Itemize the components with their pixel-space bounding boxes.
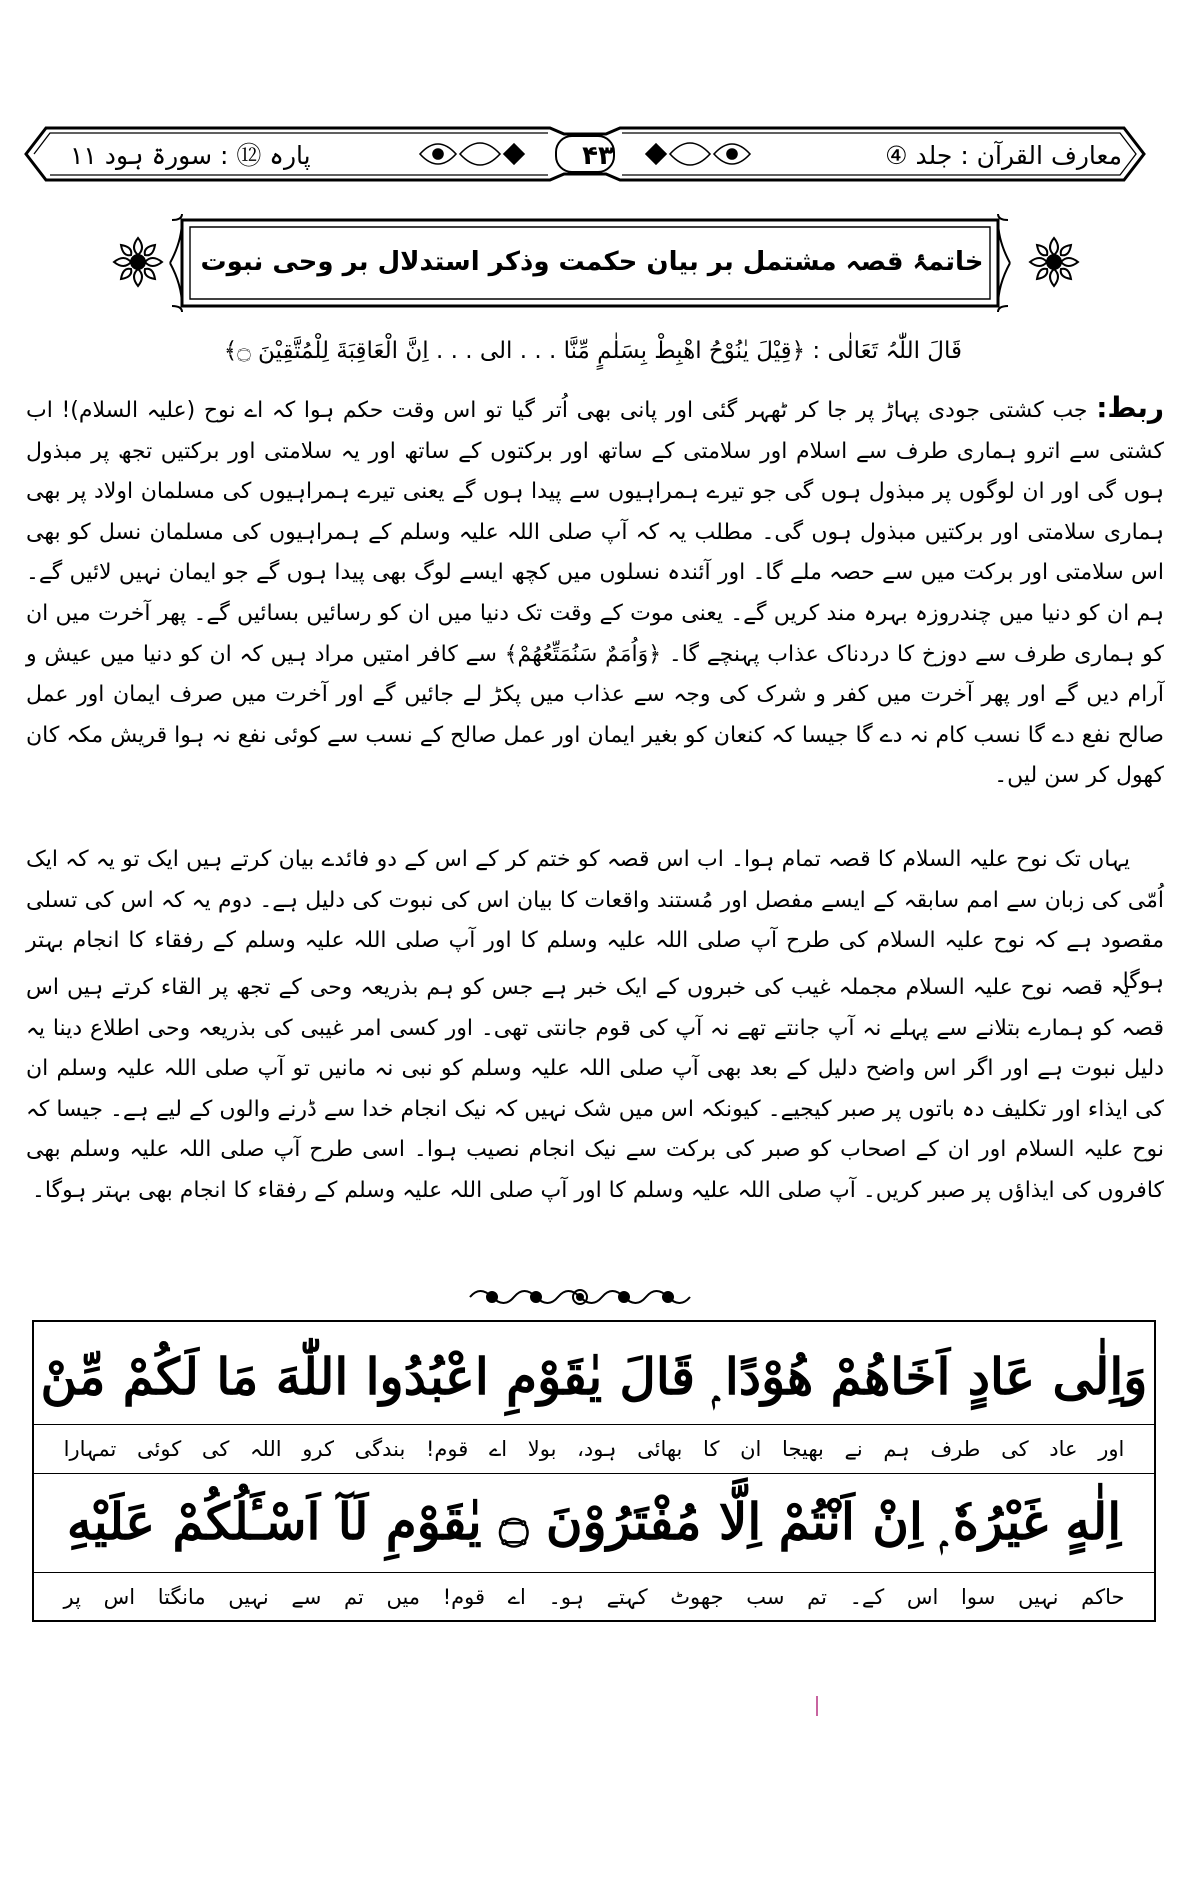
section-divider-ornament [466, 1283, 696, 1311]
section-title: خاتمۂ قصہ مشتمل بر بیان حکمت وذکر استدلال بر وحی نبوت [200, 247, 984, 277]
urdu-translation-line: اور عاد کی طرف ہم نے بھیجا ان کا بھائی ہود، بولا اے قوم! بندگی کرو اللہ کی کوئی تمہارا [34, 1424, 1154, 1474]
quranic-reference: قَالَ اللّٰہُ تَعَالٰی : ﴿قِيْلَ يٰنُوْحُ اهْبِطْ بِسَلٰمٍ مِّنَّا . . . الی . . . اِنَّ الْعَاقِبَةَ لِلْمُتَّقِيْنَ ۝﴾ [223, 338, 962, 364]
scan-mark [816, 1696, 818, 1716]
paragraph-text: جب کشتی جودی پہاڑ پر جا کر ٹھہر گئی اور پانی بھی اُتر گیا تو اس وقت حکم ہوا کہ اے نوح (علیہ السلام)! اب کشتی سے اترو ہماری طرف سے اسلام اور سلامتی کے ساتھ اور برکتوں کے ساتھ اور یہ سلامتی اور برکتیں تجھ پر مبذول ہوں گی اور ان لوگوں پر مبذول ہوں گی جو تیرے ہمراہیوں سے پیدا ہوں گے یعنی تیرے ہمراہیوں کی مسلمان اولاد پر بھی ہماری سلامتی اور برکتیں مبذول ہوں گی۔ مطلب یہ کہ آپ صلی اللہ علیہ وسلم کے ہمراہیوں کی مسلمان نسل کو بھی اس سلامتی اور برکت میں سے حصہ ملے گا۔ اور آئندہ نسلوں میں کچھ ایسے لوگ بھی پیدا ہوں گے جو ایمان نہیں لائیں گے۔ ہم ان کو دنیا میں چندروزہ بہرہ مند کریں گے۔ یعنی موت کے وقت تک دنیا میں ان کو رسائیں بسائیں گے۔ پھر آخرت میں ان کو ہماری طرف سے دوزخ کا دردناک عذاب پہنچے گا۔ ﴿وَاُمَمٌ سَنُمَتِّعُهُمْ﴾ سے کافر امتیں مراد ہیں کہ ان کو دنیا میں عیش و آرام دیں گے اور پھر آخرت میں کفر و شرک کی وجہ سے عذاب میں پکڑ لے جائیں گے اور آخرت میں صرف ایمان اور عمل صالح نفع دے گا نسب کام نہ دے گا جیسا کہ کنعان کو بغیر ایمان اور عمل صالح کے نسب سے کوئی نفع نہ ہوا قریش مکہ کان کھول کر سن لیں۔ [26, 398, 1164, 789]
page-number: ۴۳ [582, 141, 614, 171]
header-ornament-right [646, 143, 750, 165]
urdu-translation-line: حاکم نہیں سوا اس کے۔ تم سب جھوٹ کہتے ہو۔ اے قوم! میں تم سے نہیں مانگتا اس پر [34, 1572, 1154, 1621]
flower-ornament-icon [1026, 234, 1082, 290]
quran-verse-box [32, 1320, 1156, 1622]
paragraph-rabt [26, 388, 1164, 834]
header-book-volume: معارف القرآن : جلد ④ [885, 141, 1122, 170]
arabic-verse-line: اِلٰهٍ غَيْرُهٗ ۭ اِنْ اَنْتُمْ اِلَّا مُفْتَرُوْنَ ۝ يٰقَوْمِ لَآ اَسْـَٔلُكُمْ عَلَيْهِ [66, 1492, 1122, 1551]
flower-ornament-icon [110, 234, 166, 290]
header-ornament-left [420, 143, 524, 165]
paragraph: یہاں تک نوح علیہ السلام کا قصہ تمام ہوا۔ اب اس قصہ کو ختم کر کے اس کے دو فائدے بیان کرتے ہیں ایک تو یہ کہ ایک اُمّی کی زبان سے امم سابقہ کے ایسے مفصل اور مُستند واقعات کا بیان اس کی نبوت کی دلیل ہے۔ دوم یہ کہ اس کی تسلی مقصود ہے کہ نوح علیہ السلام کی طرح آپ صلی اللہ علیہ وسلم کا اور آپ صلی اللہ علیہ وسلم کے رفقاء کا انجام بہتر ہوگا۔ [26, 847, 1164, 994]
commentary-body [26, 388, 1164, 1218]
rabt-label: ربط: [1096, 391, 1164, 424]
paragraph: یہ قصہ نوح علیہ السلام مجملہ غیب کی خبروں کے ایک خبر ہے جس کو ہم بذریعہ وحی کے تجھ پر القاء کرتے ہیں اس قصہ کو ہمارے بتلانے سے پہلے نہ آپ جانتے تھے نہ آپ کی قوم جانتی تھی۔ اور کسی امر غیبی کی بذریعہ وحی اطلاع دینا یہ دلیل نبوت ہے اور اگر اس واضح دلیل کے بعد بھی آپ صلی اللہ علیہ وسلم کو نبی نہ مانیں تو آپ صلی اللہ علیہ وسلم ان کی ایذاء اور تکلیف دہ باتوں پر صبر کیجیے۔ کیونکہ اس میں شک نہیں کہ نیک انجام خدا سے ڈرنے والوں کے لیے ہے۔ جیسا کہ نوح علیہ السلام اور ان کے اصحاب کو صبر کی برکت سے نیک انجام نصیب ہوا۔ اسی طرح آپ صلی اللہ علیہ وسلم بھی کافروں کی ایذاؤں پر صبر کریں۔ آپ صلی اللہ علیہ وسلم کا اور آپ صلی اللہ علیہ وسلم کے رفقاء کا انجام بھی بہتر ہوگا۔ [26, 975, 1164, 1203]
arabic-verse-line: وَاِلٰى عَادٍ اَخَاهُمْ هُوْدًا ۭ قَالَ يٰقَوْمِ اعْبُدُوا اللّٰهَ مَا لَكُمْ مِّنْ [40, 1347, 1148, 1406]
header-part-surah: پارہ ⑫ : سورۃ ہود ۱۱ [70, 141, 311, 170]
